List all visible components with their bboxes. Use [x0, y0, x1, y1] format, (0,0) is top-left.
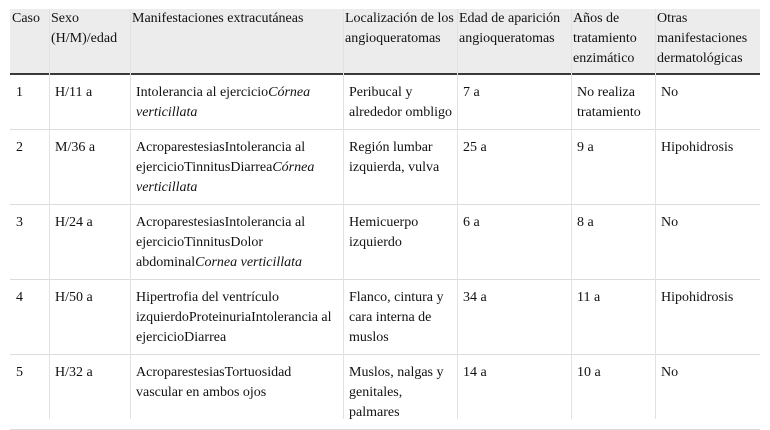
- cell-edad-aparicion: 7 a: [457, 74, 571, 130]
- header-sexo-edad: Sexo (H/M)/edad: [49, 9, 130, 74]
- cell-otras: Hipohidrosis: [655, 280, 760, 355]
- cell-localizacion: Región lumbar izquierda, vulva: [343, 130, 457, 205]
- header-manifestaciones: Manifestaciones extracutáneas: [130, 9, 343, 74]
- table-row: [10, 74, 760, 130]
- cell-otras: No: [655, 74, 760, 130]
- cell-edad-aparicion: 6 a: [457, 205, 571, 280]
- cell-manifestaciones: [130, 280, 343, 355]
- cell-manifestaciones: [130, 130, 343, 205]
- cell-caso: 1: [10, 74, 49, 130]
- header-otras-manifestaciones: [655, 9, 760, 74]
- header-caso: Caso: [10, 9, 49, 74]
- column-divider: [130, 9, 131, 419]
- manif-text: AcroparestesiasTortuosidad vascular en ambos ojos: [136, 365, 292, 400]
- manif-text: Hipertrofia del ventrículo izquierdoProteinuriaIntolerancia al ejercicioDiarrea: [136, 290, 332, 345]
- cell-anos-tratamiento: 11 a: [571, 280, 655, 355]
- header-localizacion: Localización de los angioqueratomas: [343, 9, 457, 74]
- cell-edad-aparicion: 25 a: [457, 130, 571, 205]
- cell-anos-tratamiento: 9 a: [571, 130, 655, 205]
- column-divider: [343, 9, 344, 419]
- cell-sexo-edad: H/50 a: [49, 280, 130, 355]
- table-row: [10, 280, 760, 355]
- cell-sexo-edad: H/24 a: [49, 205, 130, 280]
- cases-table: [10, 9, 760, 430]
- table-header: [10, 9, 760, 74]
- cell-sexo-edad: H/11 a: [49, 74, 130, 130]
- manif-italic-text: Cornea verticillata: [195, 255, 303, 270]
- table-row: [10, 130, 760, 205]
- manif-text: AcroparestesiasIntolerancia al ejercicioTinnitusDiarrea: [136, 140, 306, 175]
- cell-edad-aparicion: 34 a: [457, 280, 571, 355]
- cell-otras: No: [655, 355, 760, 430]
- cell-edad-aparicion: 14 a: [457, 355, 571, 430]
- cell-anos-tratamiento: 10 a: [571, 355, 655, 430]
- column-divider: [49, 9, 50, 419]
- cell-localizacion: Peribucal y alrededor ombligo: [343, 74, 457, 130]
- cell-caso: 4: [10, 280, 49, 355]
- table-row: [10, 205, 760, 280]
- cell-sexo-edad: M/36 a: [49, 130, 130, 205]
- table-row: [10, 355, 760, 430]
- manif-text: AcroparestesiasIntolerancia al ejercicioTinnitusDolor abdominal: [136, 215, 306, 270]
- column-divider: [457, 9, 458, 419]
- cell-localizacion: Flanco, cintura y cara interna de muslos: [343, 280, 457, 355]
- column-divider: [655, 9, 656, 419]
- cell-localizacion: Hemicuerpo izquierdo: [343, 205, 457, 280]
- manif-text: Intolerancia al ejercicio: [136, 85, 269, 100]
- cell-caso: 5: [10, 355, 49, 430]
- header-otras-line1: Otras: [657, 11, 688, 26]
- header-row: [10, 9, 760, 74]
- cell-sexo-edad: H/32 a: [49, 355, 130, 430]
- cell-localizacion: Muslos, nalgas y genitales, palmares: [343, 355, 457, 430]
- cell-manifestaciones: [130, 205, 343, 280]
- header-otras-line2: manifestaciones: [657, 31, 748, 46]
- table-body: [10, 74, 760, 430]
- cell-manifestaciones: [130, 74, 343, 130]
- column-divider: [571, 9, 572, 419]
- cell-anos-tratamiento: 8 a: [571, 205, 655, 280]
- cell-otras: No: [655, 205, 760, 280]
- table-container: [10, 9, 760, 430]
- cell-caso: 3: [10, 205, 49, 280]
- cell-manifestaciones: [130, 355, 343, 430]
- cell-caso: 2: [10, 130, 49, 205]
- manif-italic-text: Córnea verticillata: [136, 85, 311, 120]
- manif-italic-text: Córnea verticillata: [136, 160, 315, 195]
- cell-anos-tratamiento: No realiza tratamiento: [571, 74, 655, 130]
- header-anos-tratamiento: Años de tratamiento enzimático: [571, 9, 655, 74]
- cell-otras: Hipohidrosis: [655, 130, 760, 205]
- header-otras-line3: dermatológicas: [657, 51, 743, 66]
- header-edad-aparicion: Edad de aparición angioqueratomas: [457, 9, 571, 74]
